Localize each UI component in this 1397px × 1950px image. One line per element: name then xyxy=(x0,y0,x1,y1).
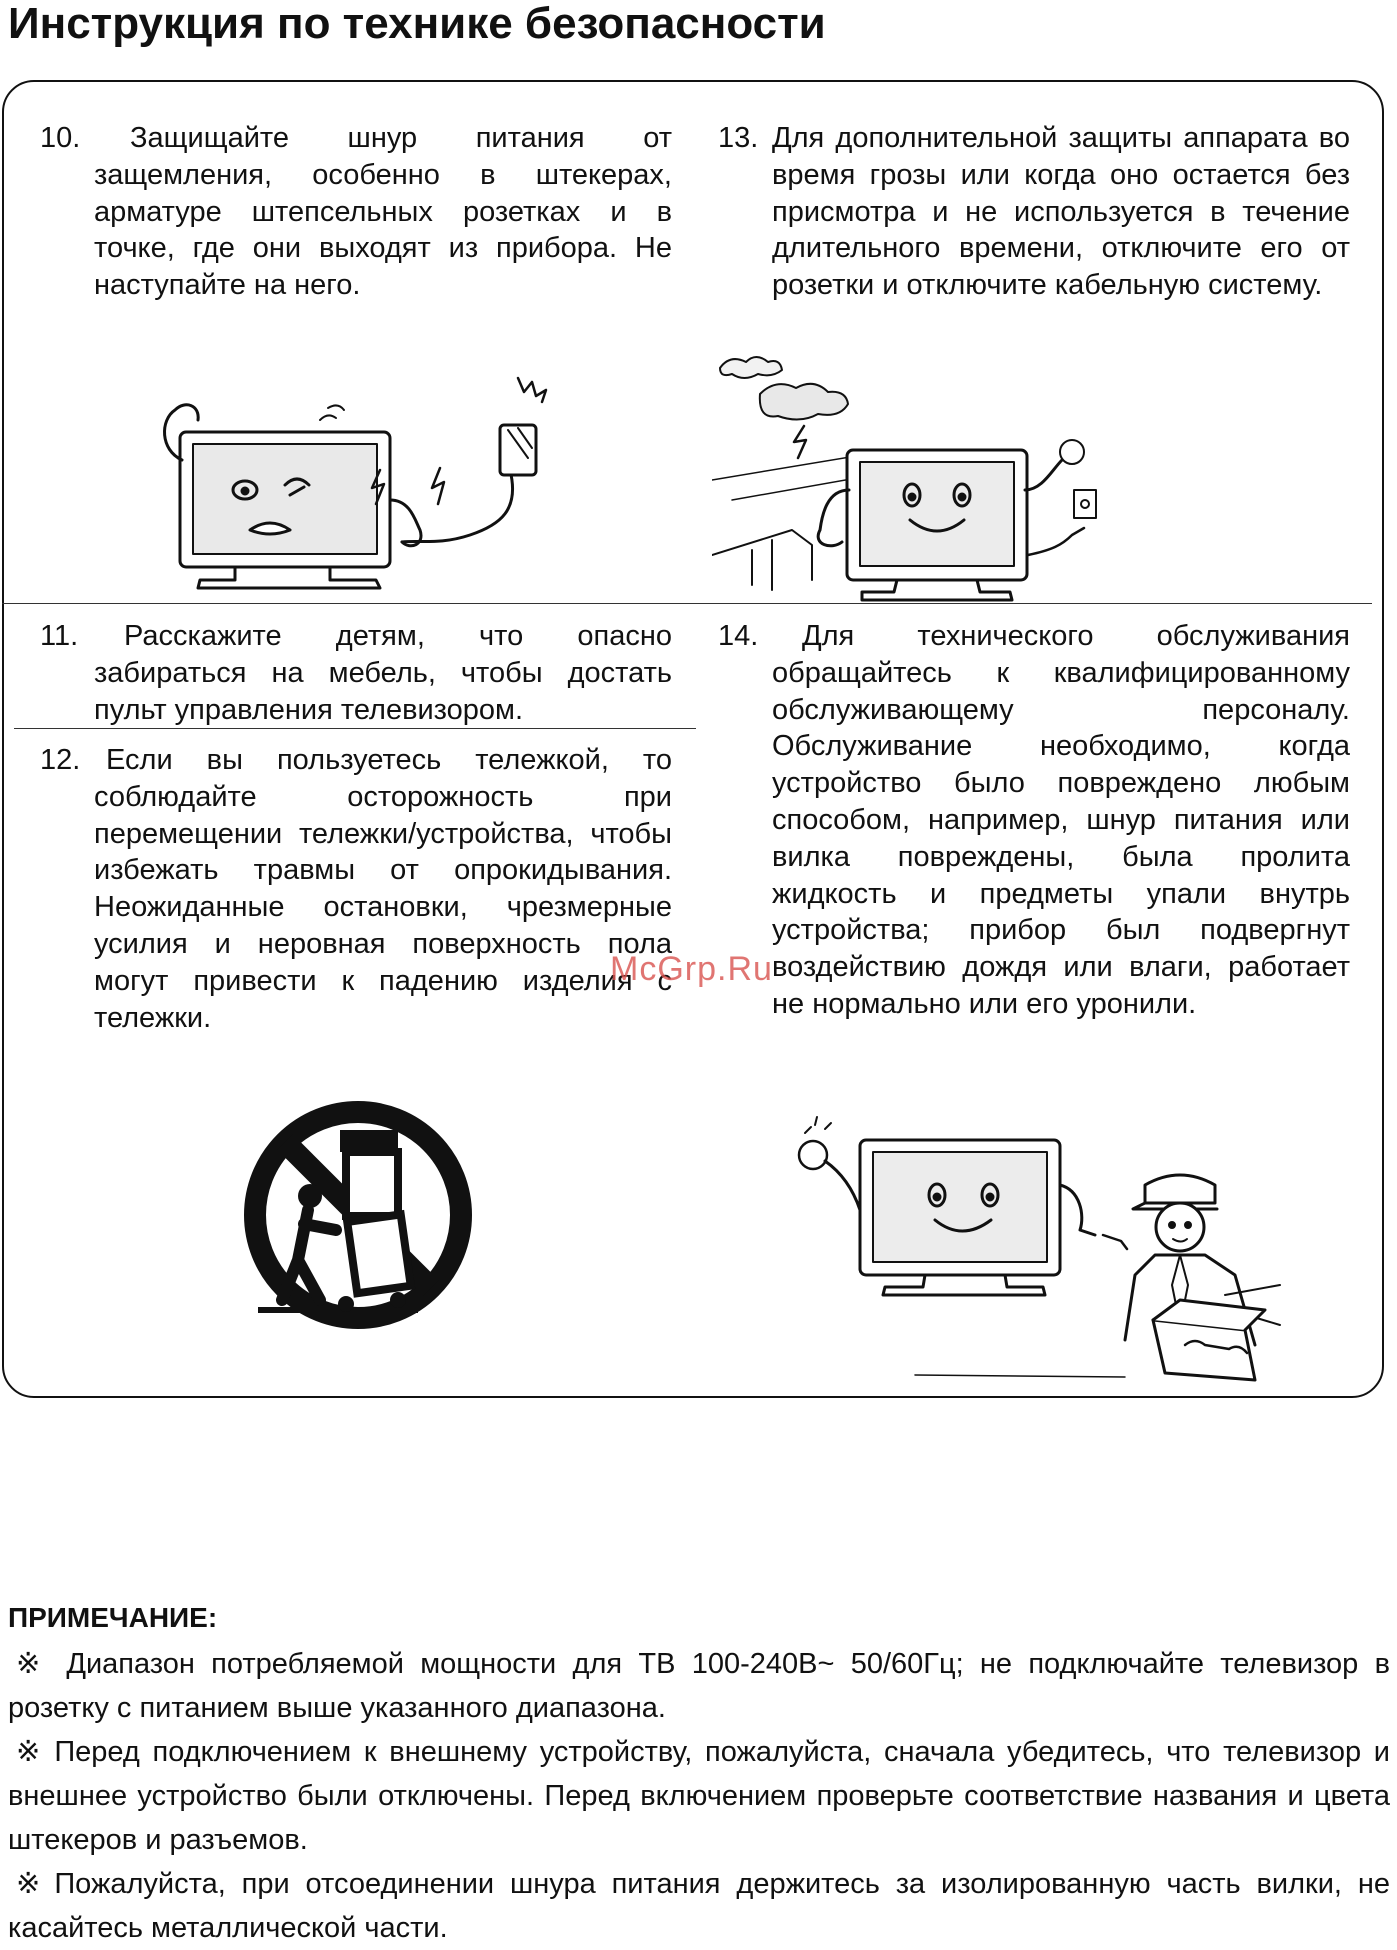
note-item-1 xyxy=(8,1642,1390,1730)
item-number: 13. xyxy=(718,122,759,154)
watermark: McGrp.Ru xyxy=(610,950,773,988)
illustration-tv-power-cord xyxy=(140,370,580,595)
illustration-cart-warning xyxy=(238,1100,478,1340)
item-number: 10. xyxy=(40,122,81,154)
item-text: Расскажите детям, что опасно забираться на мебель, чтобы достать пульт управления телевизором. xyxy=(94,620,672,726)
illustration-tv-thunderstorm xyxy=(712,350,1112,605)
instruction-item-10 xyxy=(40,120,672,304)
note-text: Пожалуйста, при отсоединении шнура питания держитесь за изолированную часть вилки, не касайтесь металлической части. xyxy=(8,1868,1390,1944)
note-text: Диапазон потребляемой мощности для ТВ 100-240В~ 50/60Гц; не подключайте телевизор в розетку с питанием выше указанного диапазона. xyxy=(8,1648,1390,1724)
item-text: Защищайте шнур питания от защемления, особенно в штекерах, арматуре штепсельных розетках и в точке, где они выходят из прибора. Не наступайте на него. xyxy=(94,122,672,302)
reference-mark-icon: ※ xyxy=(16,1648,41,1680)
note-item-2 xyxy=(8,1730,1390,1862)
reference-mark-icon: ※ xyxy=(16,1868,41,1900)
note-text: Перед подключением к внешнему устройству, пожалуйста, сначала убедитесь, что телевизор и внешнее устройство были отключены. Перед включением проверьте соответствие названия и цвета штекеров и разъемов. xyxy=(8,1736,1390,1856)
instruction-item-11 xyxy=(40,618,672,728)
item-text: Если вы пользуетесь тележкой, то соблюдайте осторожность при перемещении тележки/устройства, чтобы избежать травмы от опрокидывания. Неожиданные остановки, чрезмерные усилия и неровная поверхность пола могут привести к падению изделия с тележки. xyxy=(94,744,672,1034)
instruction-item-14 xyxy=(718,618,1350,1023)
item-number: 14. xyxy=(718,620,759,652)
reference-mark-icon: ※ xyxy=(16,1736,41,1768)
note-title: ПРИМЕЧАНИЕ: xyxy=(8,1602,218,1633)
illustration-tv-technician xyxy=(785,1115,1285,1390)
item-number: 11. xyxy=(40,620,79,652)
item-text: Для дополнительной защиты аппарата во время грозы или когда оно остается без присмотра и не используется в течение длительного времени, отключите его от розетки и отключите кабельную систему. xyxy=(772,122,1350,302)
page-title: Инструкция по технике безопасности xyxy=(8,0,826,48)
section-divider xyxy=(2,603,1372,604)
item-number: 12. xyxy=(40,744,81,776)
item-text: Для технического обслуживания обращайтесь к квалифицированному обслуживающему персоналу. Обслуживание необходимо, когда устройство было повреждено любым способом, например, шнур питания или вилка повреждены, была пролита жидкость и предметы упали внутрь устройства; прибор был подвергнут воздействию дождя или влаги, работает не нормально или его уронили. xyxy=(772,620,1350,1020)
instruction-item-13 xyxy=(718,120,1350,304)
note-item-3 xyxy=(8,1862,1390,1950)
instruction-item-12 xyxy=(40,742,672,1036)
